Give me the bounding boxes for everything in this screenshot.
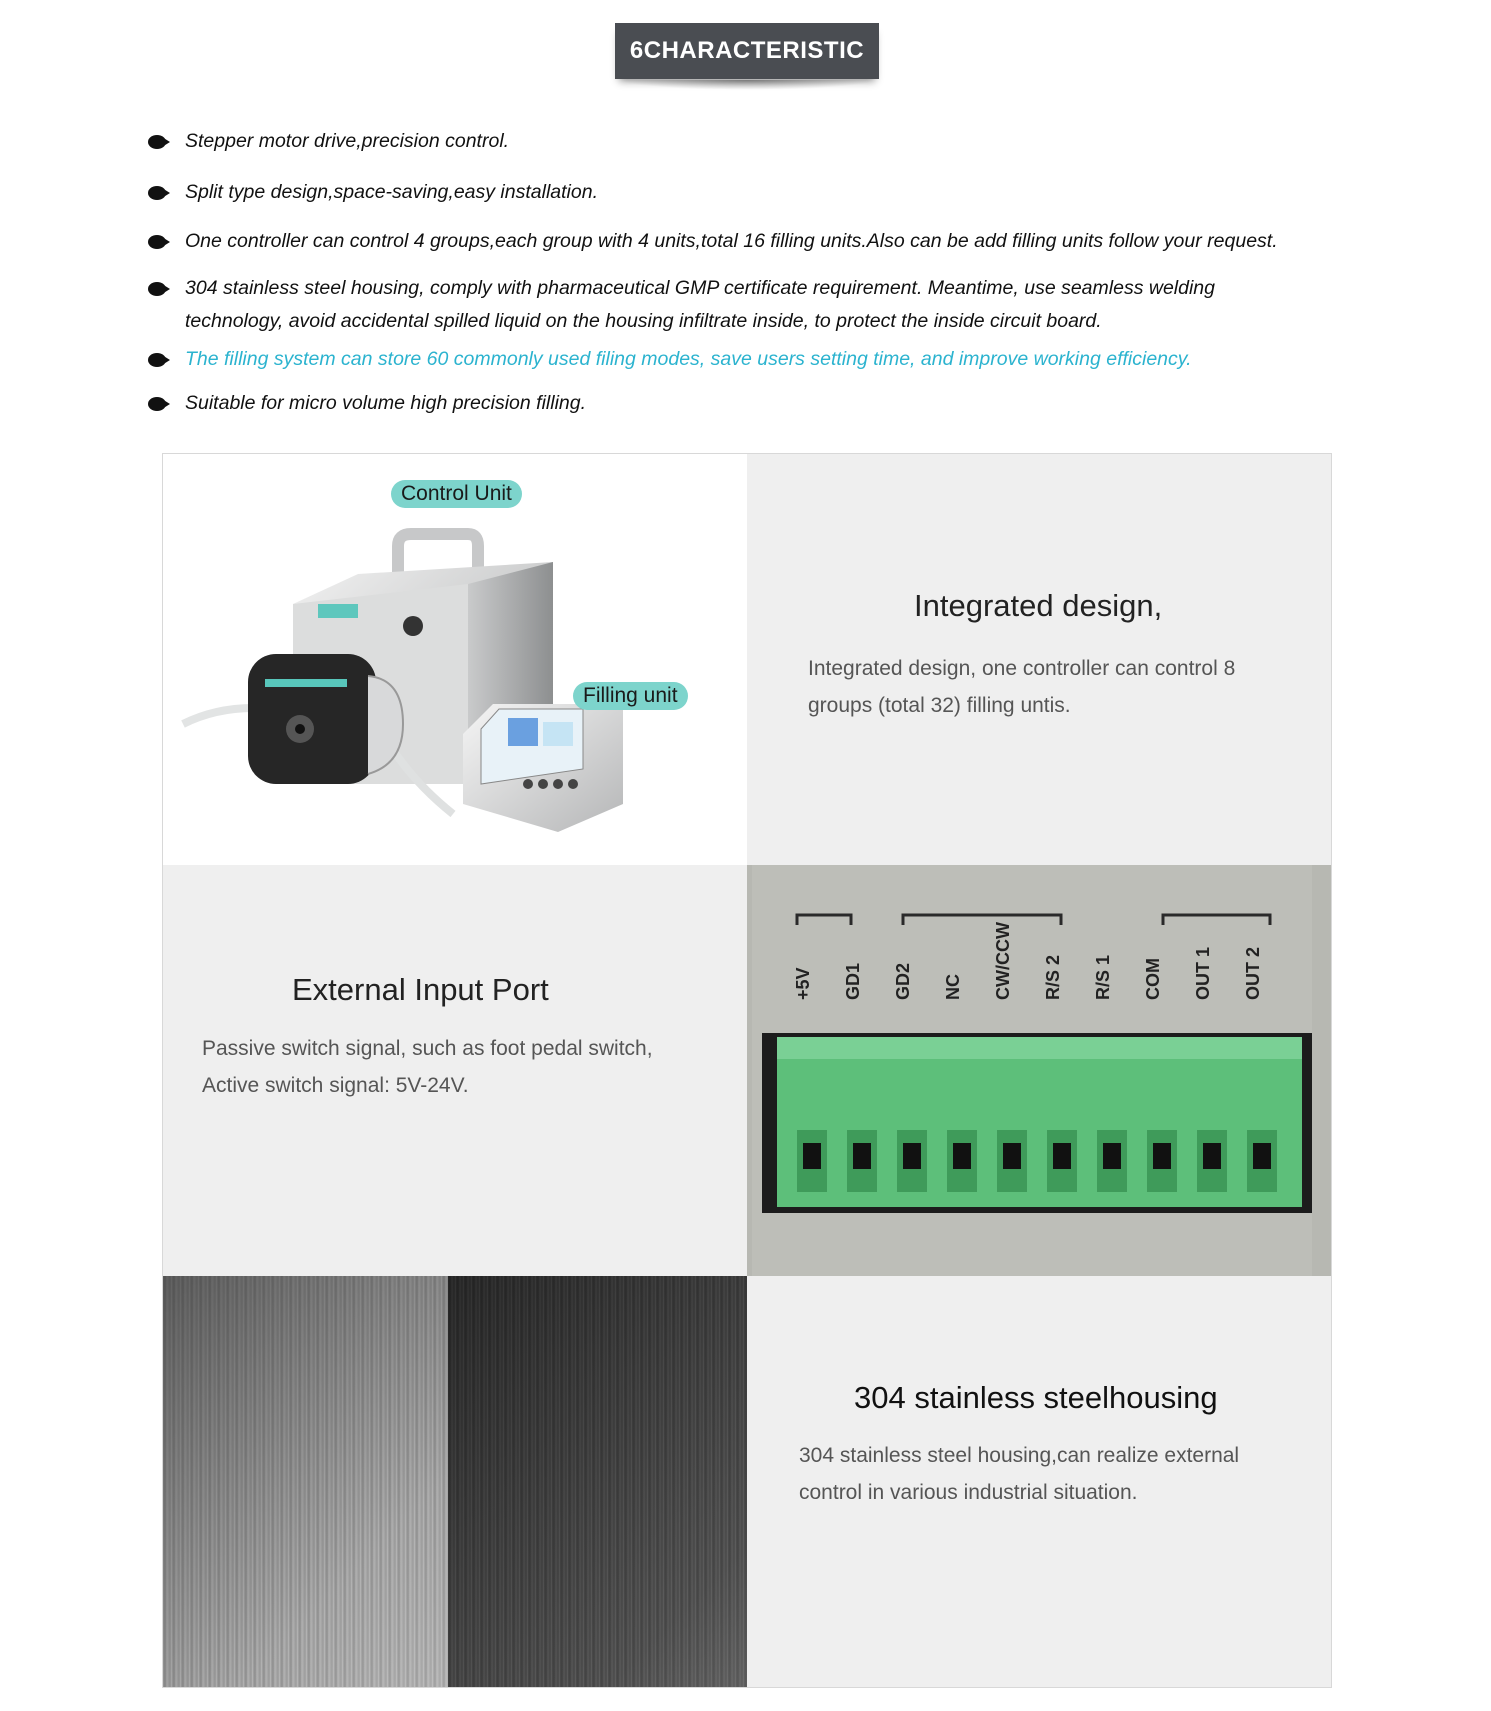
bullet-icon <box>148 397 170 411</box>
terminal-label: R/S 1 <box>1093 954 1113 1000</box>
external-input-panel <box>163 865 747 1276</box>
list-item <box>148 225 1348 258</box>
peristaltic-pump-illustration <box>163 454 747 865</box>
feature-grid <box>162 453 1332 1688</box>
section-header <box>615 23 879 79</box>
list-item <box>148 176 1348 209</box>
control-unit-label: Control Unit <box>391 480 522 508</box>
list-item <box>148 387 1348 420</box>
integrated-design-title: Integrated design, <box>914 588 1163 623</box>
bullet-icon <box>148 186 170 200</box>
header-shadow <box>620 80 874 90</box>
section-title: 6CHARACTERISTIC <box>629 37 865 64</box>
integrated-design-panel <box>747 454 1331 865</box>
integrated-design-desc-line2: groups (total 32) filling untis. <box>808 694 1071 717</box>
terminal-label: OUT 1 <box>1193 946 1213 1000</box>
stainless-steel-texture <box>163 1276 747 1687</box>
terminal-label: R/S 2 <box>1043 954 1063 1000</box>
terminal-label: OUT 2 <box>1243 946 1263 1000</box>
list-item <box>148 272 1305 338</box>
list-item-text: One controller can control 4 groups,each group with 4 units,total 16 filling units.Also can be add filling units follow your request. <box>185 230 1278 252</box>
list-item <box>148 343 1348 376</box>
integrated-design-desc-line1: Integrated design, one controller can control 8 <box>808 657 1236 680</box>
list-item-text: Stepper motor drive,precision control. <box>185 130 510 152</box>
steel-housing-desc-line2: control in various industrial situation. <box>799 1481 1138 1504</box>
terminal-label: CW/CCW <box>993 922 1013 1000</box>
pump-product-image <box>163 454 747 865</box>
feature-list <box>148 125 1348 420</box>
steel-housing-title: 304 stainless steelhousing <box>854 1380 1218 1415</box>
bullet-icon <box>148 353 170 367</box>
terminal-label: +5V <box>793 967 813 1000</box>
list-item-text: Suitable for micro volume high precision filling. <box>185 392 587 414</box>
terminal-block-illustration <box>747 865 1331 1276</box>
bullet-icon <box>148 282 170 296</box>
bullet-icon <box>148 135 170 149</box>
terminal-label: NC <box>943 974 963 1000</box>
terminal-label: GD1 <box>843 962 863 1000</box>
external-input-desc-line2: Active switch signal: 5V-24V. <box>202 1074 469 1097</box>
external-input-desc-line1: Passive switch signal, such as foot pedal switch, <box>202 1037 653 1060</box>
bullet-icon <box>148 235 170 249</box>
terminal-label: GD2 <box>893 962 913 1000</box>
steel-housing-panel <box>747 1276 1331 1687</box>
list-item-text: 304 stainless steel housing, comply with pharmaceutical GMP certificate requirement. Meantime, use seamless welding technology, avoid accidental spilled liquid on the housing infiltrate inside, to protect the inside circuit board. <box>185 277 1215 332</box>
filling-unit-label: Filling unit <box>573 682 688 710</box>
steel-panel-dark <box>448 1276 747 1687</box>
external-input-title: External Input Port <box>292 972 549 1007</box>
terminal-block-image <box>747 865 1331 1276</box>
list-item-text: The filling system can store 60 commonly used filing modes, save users setting time, and improve working efficiency. <box>185 348 1192 370</box>
steel-housing-desc-line1: 304 stainless steel housing,can realize external <box>799 1444 1240 1467</box>
terminal-label: COM <box>1143 958 1163 1000</box>
list-item-text: Split type design,space-saving,easy installation. <box>185 181 598 203</box>
list-item <box>148 125 1348 158</box>
steel-panel-light <box>163 1276 448 1687</box>
